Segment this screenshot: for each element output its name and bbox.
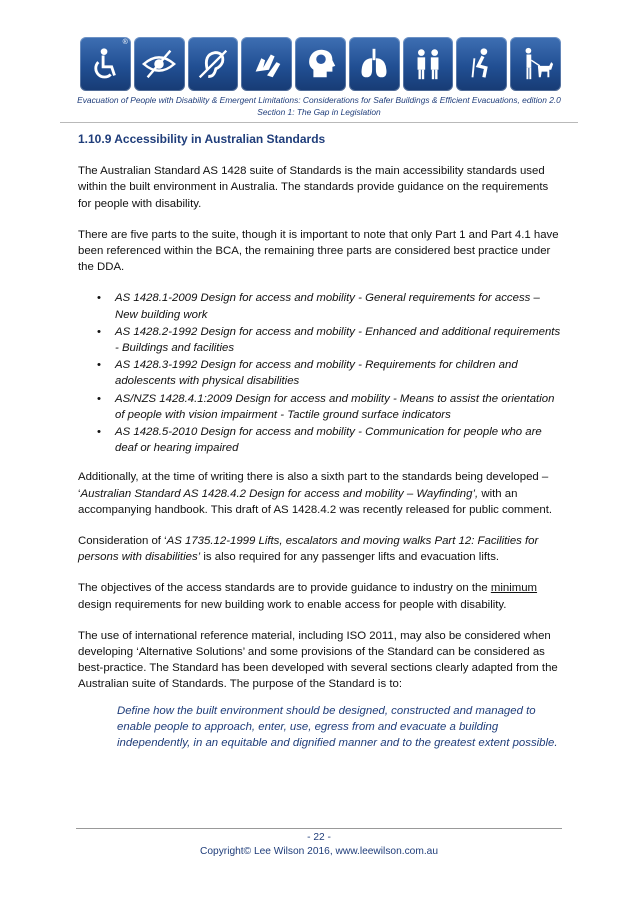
- purpose-quote: Define how the built environment should be designed, constructed and managed to enable people to approach, enter, use, egress from and evacuate a building independently, in an equitable and dignified manner and to the greatest extent possible.: [117, 704, 558, 750]
- family-people-icon: [403, 37, 454, 91]
- wheelchair-access-icon: ®: [80, 37, 131, 91]
- list-item: • AS/NZS 1428.4.1:2009 Design for access and mobility - Means to assist the orientation of people with vision impairment - Tactile ground surface indicators: [78, 391, 563, 423]
- list-item: • AS 1428.3-1992 Design for access and mobility - Requirements for children and adolescents with physical disabilities: [78, 357, 563, 389]
- text-run: with an accompanying handbook. This draft of AS 1428.4.2 was recently released for public comment.: [78, 487, 553, 516]
- mobility-impaired-icon: [456, 37, 507, 91]
- text-run: Consideration of ‘: [78, 535, 167, 548]
- lungs-icon: [349, 37, 400, 91]
- text-run: Additionally, at the time of writing there is also a sixth part to the standards being developed – ‘: [78, 471, 549, 500]
- paragraph-sixth-part: [78, 469, 563, 518]
- paragraph-parts: There are five parts to the suite, though it is important to note that only Part 1 and Part 4.1 have been referenced within the BCA, the remaining three parts are considered best practice under the DDA.: [78, 228, 559, 274]
- header-divider: [60, 122, 578, 123]
- hearing-assistance-icon: [188, 37, 239, 91]
- paragraph-iso: The use of international reference material, including ISO 2011, may also be considered when developing ‘Alternative Solutions’ and some provisions of the Standard can be considered as best-practice. The Standard has been developed with several sections clearly adapted from the Australian suite of Standards. The purpose of the Standard is to:: [78, 629, 558, 691]
- section-heading: 1.10.9 Accessibility in Australian Standards: [78, 132, 326, 146]
- list-item: • AS 1428.5-2010 Design for access and mobility - Communication for people who are deaf or hearing impaired: [78, 424, 563, 456]
- accessibility-icon-banner: [80, 37, 561, 91]
- paragraph-intro: The Australian Standard AS 1428 suite of Standards is the main accessibility standards used within the built environment in Australia. The standards provide guidance on the requirements for people with disability.: [78, 165, 549, 210]
- paragraph-objectives: [78, 580, 563, 612]
- standards-list: [78, 290, 563, 456]
- page-body: [78, 131, 563, 752]
- list-item: • AS 1428.2-1992 Design for access and mobility - Enhanced and additional requirements - Buildings and facilities: [78, 324, 563, 356]
- header-title: Evacuation of People with Disability & Emergent Limitations: Considerations for Safer Buildings & Efficient Evacuations, edition 2.0: [77, 95, 561, 105]
- document-header: [60, 94, 578, 118]
- cognitive-disability-icon: [295, 37, 346, 91]
- list-item: • AS 1428.1-2009 Design for access and mobility - General requirements for access – New building work: [78, 290, 563, 322]
- underlined-term: minimum: [490, 582, 538, 595]
- paragraph-lifts: [78, 533, 563, 565]
- copyright-notice: Copyright© Lee Wilson 2016, www.leewilson.com.au: [200, 846, 438, 857]
- text-run: The objectives of the access standards are to provide guidance to industry on the: [78, 582, 491, 595]
- footer-divider: [76, 828, 562, 829]
- low-vision-icon: [134, 37, 185, 91]
- header-section: Section 1: The Gap in Legislation: [257, 107, 381, 117]
- page-number: - 22 -: [307, 832, 331, 843]
- guide-dog-icon: [510, 37, 561, 91]
- sign-language-icon: [241, 37, 292, 91]
- text-run: design requirements for new building work to enable access for people with disability.: [78, 598, 507, 611]
- text-run: is also required for any passenger lifts and evacuation lifts.: [200, 551, 500, 564]
- standard-title: Australian Standard AS 1428.4.2 Design for access and mobility – Wayfinding’,: [80, 487, 479, 500]
- standard-title: AS 1735.12-1999 Lifts, escalators and moving walks Part 12: Facilities for persons with disabilities’: [78, 535, 539, 564]
